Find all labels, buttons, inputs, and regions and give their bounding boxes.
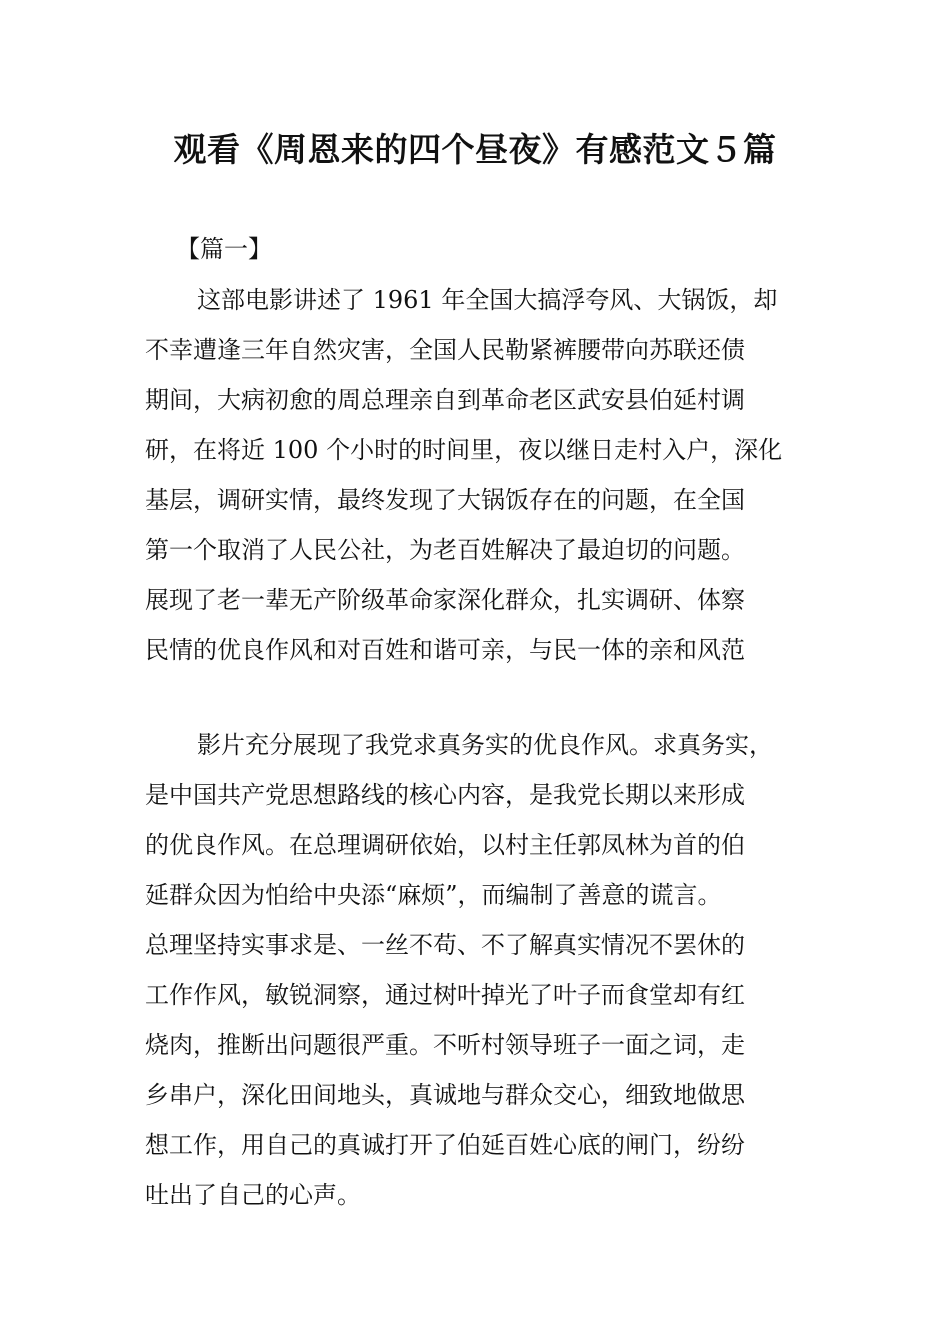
paragraph-line: 想工作，用自己的真诚打开了伯延百姓心底的闸门，纷纷 [145,1131,745,1159]
paragraph-line: 影片充分展现了我党求真务实的优良作风。求真务实， [197,731,773,759]
section-heading: 【篇一】 [176,235,272,263]
paragraph-line: 展现了老一辈无产阶级革命家深化群众，扎实调研、体察 [145,586,745,614]
paragraph-1 [145,275,835,675]
paragraph-line: 是中国共产党思想路线的核心内容，是我党长期以来形成 [145,781,745,809]
paragraph-line: 第一个取消了人民公社，为老百姓解决了最迫切的问题。 [145,536,745,564]
paragraph-line: 工作作风，敏锐洞察，通过树叶掉光了叶子而食堂却有红 [145,981,745,1009]
paragraph-line: 烧肉，推断出问题很严重。不听村领导班子一面之词，走 [145,1031,745,1059]
paragraph-line: 吐出了自己的心声。 [145,1181,361,1209]
paragraph-line: 这部电影讲述了 1961 年全国大搞浮夸风、大锅饭，却 [197,286,778,314]
paragraph-line: 总理坚持实事求是、一丝不苟、不了解真实情况不罢休的 [145,931,745,959]
paragraph-line: 的优良作风。在总理调研依始，以村主任郭凤林为首的伯 [145,831,745,859]
paragraph-line: 乡串户，深化田间地头，真诚地与群众交心，细致地做思 [145,1081,745,1109]
paragraph-2 [145,720,835,1220]
paragraph-line: 民情的优良作风和对百姓和谐可亲，与民一体的亲和风范 [145,636,745,664]
paragraph-line: 基层，调研实情，最终发现了大锅饭存在的问题，在全国 [145,486,745,514]
paragraph-line: 延群众因为怕给中央添“麻烦”，而编制了善意的谎言。 [145,881,722,909]
document-title: 观看《周恩来的四个昼夜》有感范文５篇 [173,130,777,169]
paragraph-line: 期间，大病初愈的周总理亲自到革命老区武安县伯延村调 [145,386,745,414]
paragraph-line: 不幸遭逢三年自然灾害，全国人民勒紧裤腰带向苏联还债 [145,336,745,364]
paragraph-line: 研，在将近 100 个小时的时间里，夜以继日走村入户，深化 [145,436,783,464]
